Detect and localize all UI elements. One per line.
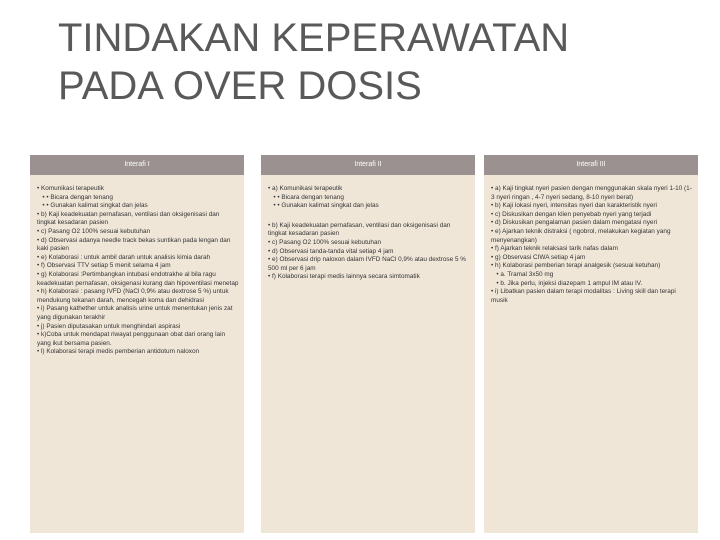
- list-item: • f) Ajarkan teknik relaksasi tarik nafas dalam: [491, 245, 618, 253]
- list-item: • j) Pasien diputasakan untuk menghindari aspirasi: [37, 322, 181, 330]
- list-item: • d) Observasi adanya needle track bekas suntikan pada lengan dan kaki pasien: [37, 236, 233, 253]
- list-item: • b) Kaji keadekuatan pernafasan, ventilasi dan oksigenisasi dan tingkat kesadaran pasien: [37, 210, 222, 227]
- column-body: [484, 175, 698, 309]
- list-item: • • Gunakan kalimat singkat dan jelas: [268, 202, 379, 210]
- title-line-2: PADA OVER DOSIS: [58, 64, 422, 108]
- list-item: • • Bicara dengan tenang: [37, 193, 113, 201]
- list-item: • i) Pasang kathether untuk analisis urine untuk menentukan jenis zat yang digunakan terakhir: [37, 305, 235, 321]
- list-item: • d) Diskusikan pengalaman pasien dalam mengatasi nyeri: [491, 219, 657, 227]
- list-item: • h) Kolaborasi pemberian terapi analgesik (sesuai ketuhan): [491, 262, 661, 270]
- column-body: [30, 175, 244, 361]
- title-line-1: TINDAKAN KEPERAWATAN: [58, 16, 570, 60]
- list-item: • f) Kolaborasi terapi medis lainnya secara simtomatik: [268, 273, 420, 281]
- list-item: • • Gunakan kalimat singkat dan jelas: [37, 202, 148, 210]
- list-item: • l) Kolaborasi terapi medis pemberian antidotum naloxon: [37, 348, 200, 356]
- list-item: • b. Jika perlu, injeksi diazepam 1 ampul IM atau IV.: [491, 279, 643, 287]
- list-item: • a) Kaji tingkat nyeri pasien dengan menggunakan skala nyeri 1-10 (1-3 nyeri ringan , 4-7 nyeri sedang, 8-10 nyeri berat): [491, 185, 692, 201]
- list-item: • c) Pasang O2 100% sesuai kebutuhan: [268, 238, 382, 246]
- column-intervensi-2: [261, 155, 475, 533]
- list-item: • Komunikasi terapeutik: [37, 185, 104, 192]
- list-item: • e) Ajarkan teknik distraksi ( ngobrol, melakukan kegiatan yang menyenangkan): [491, 227, 673, 244]
- list-item: • c) Pasang O2 100% sesuai kebutuhan: [37, 227, 151, 235]
- list-item: • a) Komunikasi terapeutik: [268, 185, 343, 192]
- spacer: [268, 211, 470, 222]
- column-header: Interafi I: [30, 155, 244, 175]
- list-item: • e) Observasi drip naloxon dalam IVFD NaCl 0,9% atau dextrose 5 % 500 ml per 6 jam: [268, 256, 468, 272]
- list-item: • g) Kolaborasi :Pertimbangkan intubasi endotrakhe al bila ragu keadekuatan pernafasan, oksigenasi kurang dan hipoventilasi menetap: [37, 270, 239, 287]
- list-item: • k)Coba untuk mendapat riwayat penggunaan obat dari orang lain yang ikut bersama pasien.: [37, 331, 227, 347]
- column-body: [261, 175, 475, 286]
- list-item: • g) Observasi CIWA setiap 4 jam: [491, 253, 586, 261]
- list-item: • h) Kolaborasi : pasang IVFD (NaCl 0,9% atau dextrose 5 %) untuk mendukung tekanan darah, mencegah koma dan dehidrasi: [37, 288, 231, 304]
- list-item: • i) Libatkan pasien dalam terapi modalitas : Living skill dan terapi musik: [491, 288, 678, 304]
- list-item: • a. Tramal 3x50 mg: [491, 270, 554, 278]
- list-item: • b) Kaji keadekuatan pernafasan, ventilasi dan oksigenisasi dan tingkat kesadaran pasien: [268, 221, 453, 238]
- column-intervensi-1: [30, 155, 244, 533]
- list-item: • c) Diskusikan dengan klien penyebab nyeri yang terjadi: [491, 210, 652, 218]
- list-item: • • Bicara dengan tenang: [268, 193, 344, 201]
- slide-title: [58, 14, 698, 110]
- column-header: Interafi III: [484, 155, 698, 175]
- column-header: Interafi II: [261, 155, 475, 175]
- list-item: • b) Kaji lokasi nyeri, intensitas nyeri dan karakteristik nyeri: [491, 202, 657, 210]
- list-item: • e) Kolaborasi : untuk ambil darah untuk analisis kimia darah: [37, 253, 211, 261]
- list-item: • f) Observasi TTV setiap 5 menit selama 4 jam: [37, 262, 171, 270]
- list-item: • d) Observasi tanda-tanda vital setiap 4 jam: [268, 247, 394, 255]
- column-intervensi-3: [484, 155, 698, 533]
